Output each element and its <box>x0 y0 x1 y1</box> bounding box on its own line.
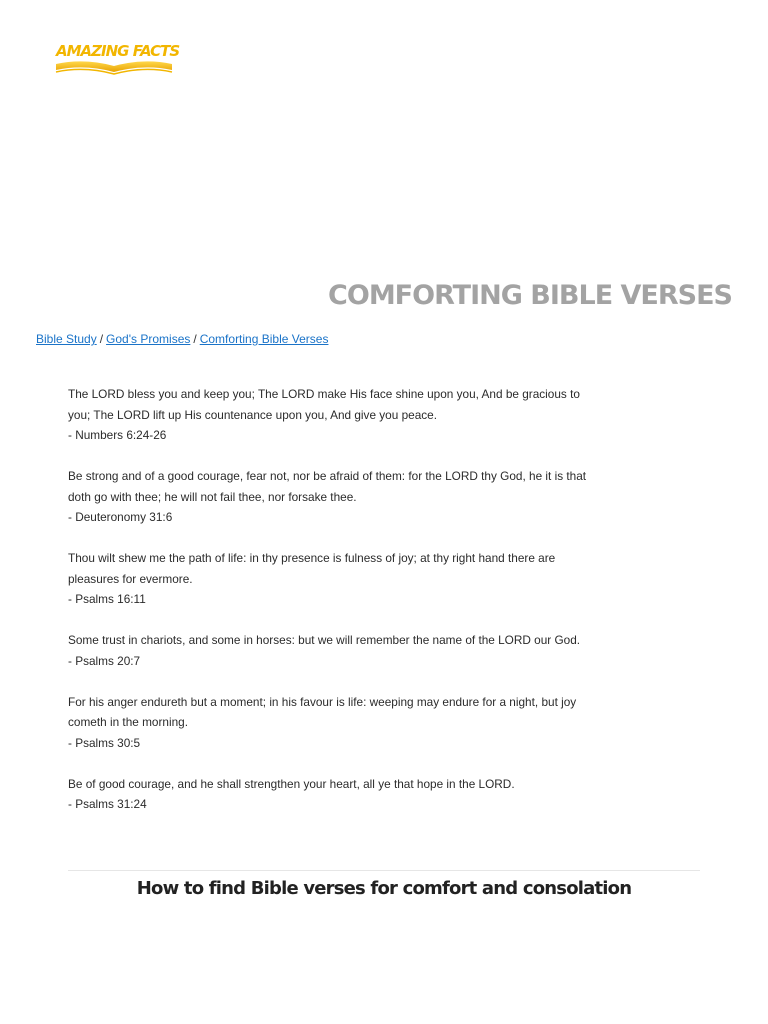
section-divider <box>68 870 700 871</box>
verse-reference: - Psalms 16:11 <box>68 592 146 606</box>
page-title: COMFORTING BIBLE VERSES <box>328 280 732 311</box>
verse-reference: - Psalms 20:7 <box>68 653 141 668</box>
verse-item <box>68 692 588 754</box>
breadcrumb-link-bible-study[interactable]: Bible Study <box>36 332 97 346</box>
verse-reference: - Psalms 30:5 <box>68 735 141 750</box>
verse-text: Be of good courage, and he shall strengthen your heart, all ye that hope in the LORD. <box>68 776 515 791</box>
breadcrumb-link-comforting-bible-verses[interactable]: Comforting Bible Verses <box>199 332 329 346</box>
breadcrumb-separator: / <box>99 332 104 346</box>
breadcrumb <box>36 332 328 346</box>
breadcrumb-separator: / <box>193 332 197 346</box>
verse-text: The LORD bless you and keep you; The LORD make His face shine upon you, And be gracious to you; The LORD lift up His countenance upon you, And give you peace. <box>68 387 580 422</box>
verse-reference: - Psalms 31:24 <box>68 797 147 811</box>
verse-item <box>68 630 588 671</box>
breadcrumb-link-gods-promises[interactable]: God's Promises <box>106 332 191 346</box>
open-book-icon <box>54 56 174 76</box>
verse-list <box>68 384 588 835</box>
verse-item <box>68 384 588 446</box>
logo-wordmark: AMAZING FACTS <box>56 42 180 60</box>
verse-reference: - Deuteronomy 31:6 <box>68 510 173 524</box>
section-heading: How to find Bible verses for comfort and consolation <box>136 878 632 899</box>
verse-text: For his anger endureth but a moment; in his favour is life: weeping may endure for a night, but joy cometh in the morning. <box>68 694 577 729</box>
verse-text: Be strong and of a good courage, fear not, nor be afraid of them: for the LORD thy God, he it is that doth go with thee; he will not fail thee, nor forsake thee. <box>68 469 587 504</box>
verse-item <box>68 774 588 815</box>
verse-text: Thou wilt shew me the path of life: in thy presence is fulness of joy; at thy right hand there are pleasures for evermore. <box>68 551 556 586</box>
verse-reference: - Numbers 6:24-26 <box>68 428 167 442</box>
verse-item <box>68 548 588 610</box>
verse-item <box>68 466 588 528</box>
verse-text: Some trust in chariots, and some in horses: but we will remember the name of the LORD our God. <box>68 633 581 647</box>
amazing-facts-logo[interactable] <box>54 42 180 78</box>
